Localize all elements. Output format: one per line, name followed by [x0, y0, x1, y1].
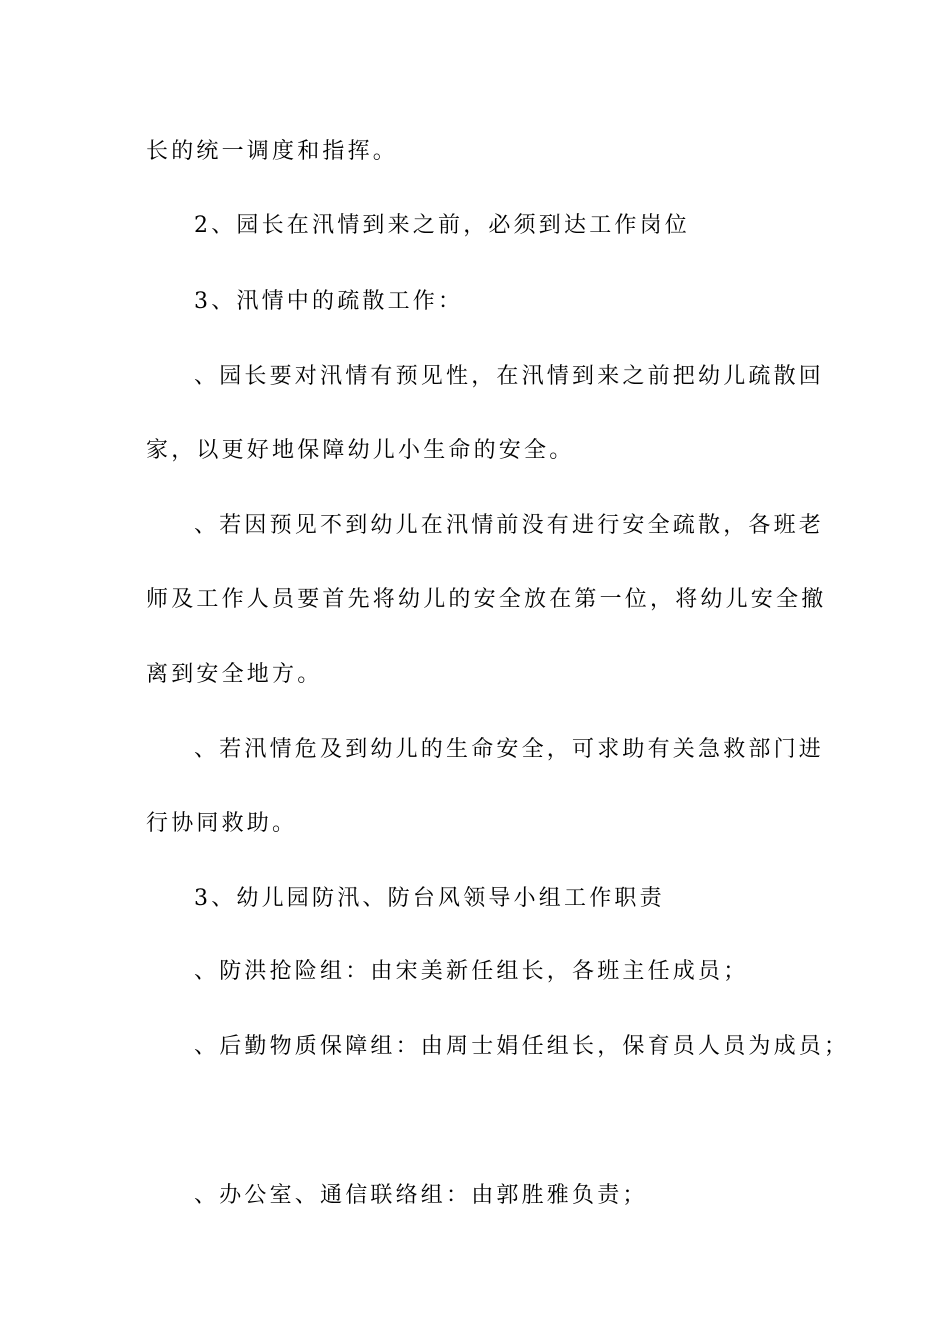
text-line: 、若汛情危及到幼儿的生命安全，可求助有关急救部门进 [194, 737, 825, 762]
text-line: 3、汛情中的疏散工作： [194, 289, 464, 314]
text-line: 离到安全地方。 [146, 662, 323, 687]
text-line: 长的统一调度和指挥。 [146, 139, 399, 164]
text-line: 家，以更好地保障幼儿小生命的安全。 [146, 438, 575, 463]
text-line: 师及工作人员要首先将幼儿的安全放在第一位，将幼儿安全撤 [146, 587, 827, 612]
text-line: 行协同救助。 [146, 811, 298, 836]
text-line: 2、园长在汛情到来之前，必须到达工作岗位 [194, 213, 690, 238]
text-line: 、后勤物质保障组：由周士娟任组长，保育员人员为成员； [194, 1034, 850, 1059]
section-heading: 3、幼儿园防汛、防台风领导小组工作职责 [194, 886, 665, 911]
text-line: 、防洪抢险组：由宋美新任组长，各班主任成员； [194, 959, 749, 984]
text-line: 、园长要对汛情有预见性，在汛情到来之前把幼儿疏散回 [194, 364, 825, 389]
text-line: 、若因预见不到幼儿在汛情前没有进行安全疏散，各班老 [194, 513, 825, 538]
text-line: 、办公室、通信联络组：由郭胜雅负责； [194, 1183, 648, 1208]
